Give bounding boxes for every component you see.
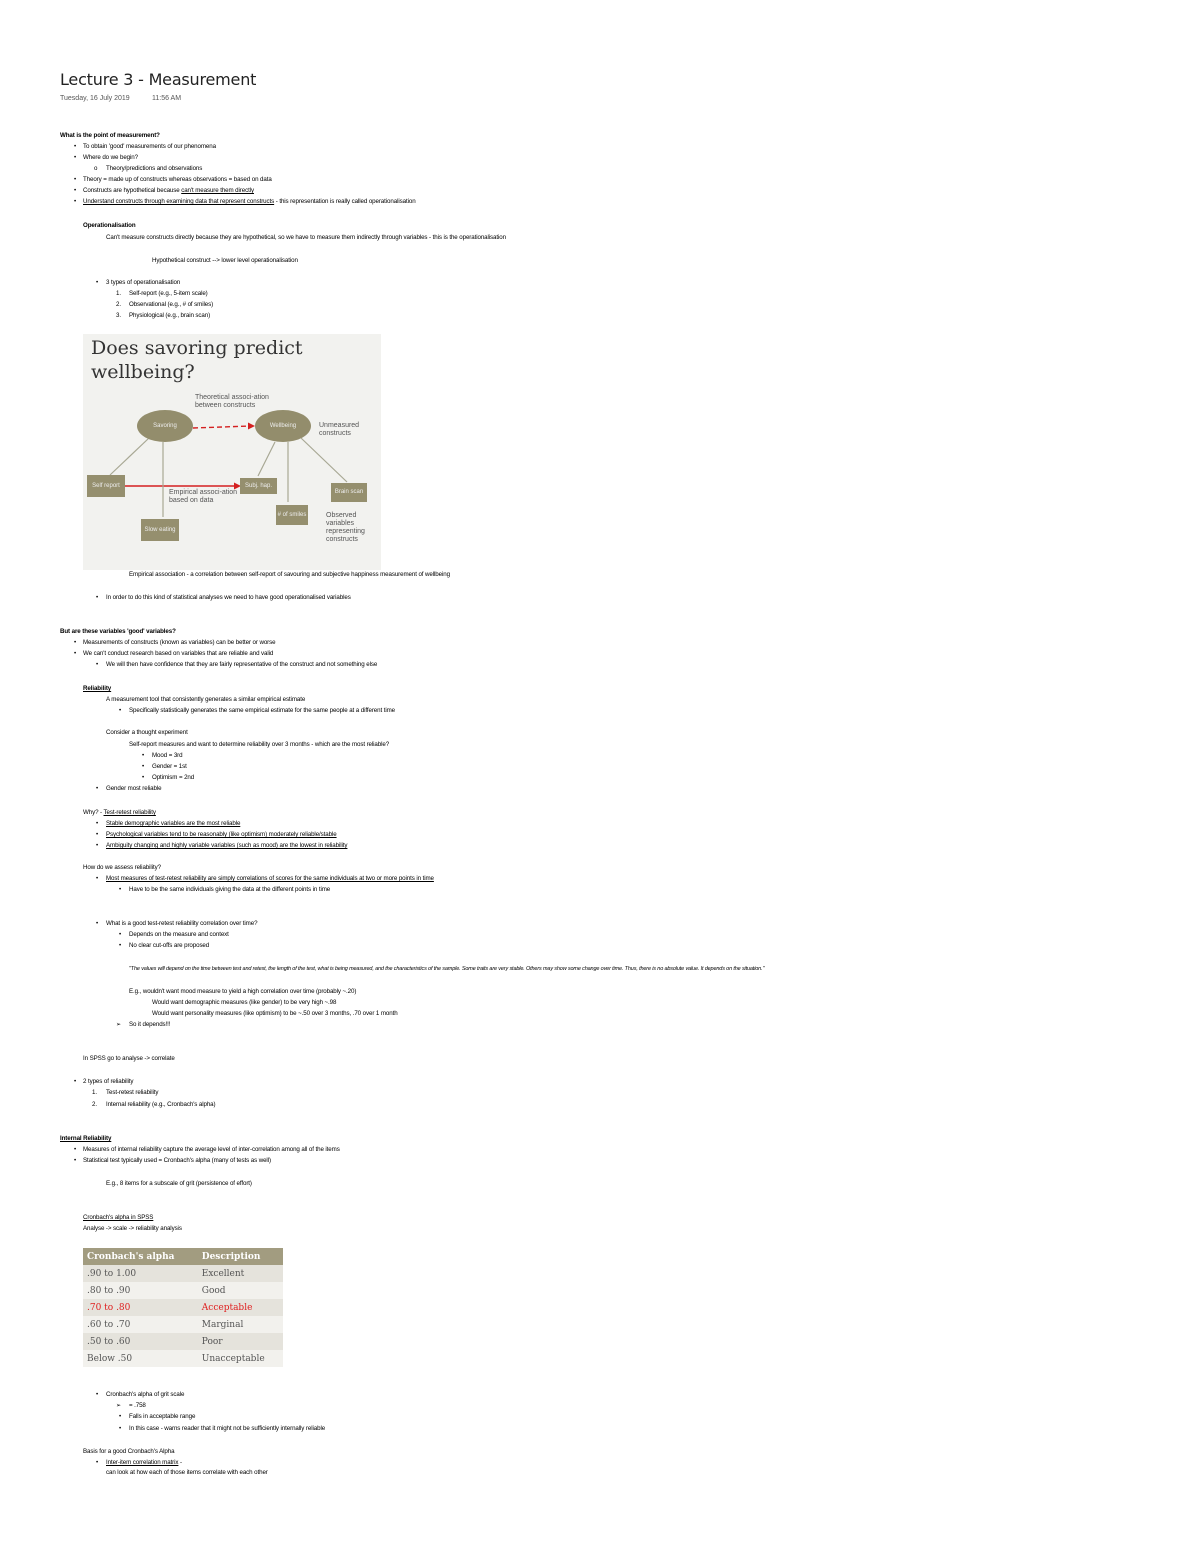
smiles-box: # of smiles (276, 505, 308, 525)
arrow-bullet-icon: ➢ (116, 1021, 122, 1028)
list-item: Ambiguity changing and highly variable variables (such as mood) are the lowest in reliability (106, 842, 348, 849)
connector (258, 442, 275, 476)
list-item: Inter-item correlation matrix - (106, 1459, 182, 1466)
table-header: Description (198, 1248, 283, 1265)
cronbach-alpha-table (83, 1248, 283, 1367)
arrow-bullet-icon: ➢ (116, 1402, 122, 1409)
bullet-icon: • (96, 279, 99, 286)
table-row (83, 1350, 283, 1367)
paragraph: Empirical association - a correlation between self-report of savouring and subjective happiness measurement of wellbeing (129, 571, 450, 578)
theoretical-arrow (193, 426, 251, 428)
savoring-node: Savoring (137, 410, 193, 442)
table-cell: Marginal (198, 1316, 283, 1333)
bullet-icon: • (142, 763, 145, 770)
connector (110, 438, 149, 475)
theoretical-label: Theoretical associ-ation between constructs (195, 394, 269, 409)
subheading: Why? - Test-retest reliability (83, 809, 156, 816)
bullet-icon: • (142, 752, 145, 759)
bullet-icon: • (74, 154, 77, 161)
bullet-icon: • (119, 1425, 122, 1432)
unmeasured-label: Unmeasured constructs (319, 422, 360, 437)
table-cell: Unacceptable (198, 1350, 283, 1367)
paragraph: Would want demographic measures (like gender) to be very high ~.98 (152, 999, 337, 1006)
slow-eating-box: Slow eating (141, 519, 179, 541)
bullet-icon: • (119, 931, 122, 938)
list-number: 3. (116, 312, 121, 319)
subheading: How do we assess reliability? (83, 864, 161, 871)
list-item: Mood = 3rd (152, 752, 183, 759)
list-item: Depends on the measure and context (129, 931, 229, 938)
subheading: Cronbach's alpha in SPSS (83, 1214, 154, 1221)
list-item: Specifically statistically generates the same empirical estimate for the same people at a different time (129, 707, 395, 714)
paragraph: Can't measure constructs directly because they are hypothetical, so we have to measure them indirectly through variables - this is the operationalisation (106, 234, 506, 241)
paragraph: Would want personality measures (like optimism) to be ~.50 over 3 months, .70 over 1 month (152, 1010, 398, 1017)
section-heading: Internal Reliability (60, 1135, 112, 1142)
list-item: Optimism = 2nd (152, 774, 195, 781)
list-item: Where do we begin? (83, 154, 138, 161)
bullet-icon: • (74, 1146, 77, 1153)
bullet-icon: • (96, 1459, 99, 1466)
list-item: 3 types of operationalisation (106, 279, 181, 286)
bullet-icon: • (74, 650, 77, 657)
table-header-row (83, 1248, 283, 1265)
bullet-icon: • (74, 1078, 77, 1085)
empirical-label: Empirical associ-ation based on data (169, 489, 238, 504)
list-item: Test-retest reliability (106, 1089, 159, 1096)
bullet-icon: • (74, 143, 77, 150)
list-item: We can't conduct research based on variables that are reliable and valid (83, 650, 274, 657)
list-item: We will then have confidence that they are fairly representative of the construct and not something else (106, 661, 378, 668)
section-heading: What is the point of measurement? (60, 132, 160, 139)
paragraph: A measurement tool that consistently generates a similar empirical estimate (106, 696, 306, 703)
paragraph: can look at how each of those items correlate with each other (106, 1469, 268, 1476)
table-cell: Excellent (198, 1265, 283, 1282)
list-item: Measurements of constructs (known as variables) can be better or worse (83, 639, 276, 646)
connector (301, 438, 347, 482)
bullet-icon: • (96, 1391, 99, 1398)
page-date: Tuesday, 16 July 2019 (60, 95, 130, 102)
table-row (83, 1282, 283, 1299)
bullet-icon: • (96, 785, 99, 792)
subj-hap-box: Subj. hap. (240, 478, 277, 494)
list-number: 2. (92, 1101, 97, 1108)
theoretical-arrowhead (248, 423, 255, 430)
list-item: 2 types of reliability (83, 1078, 134, 1085)
bullet-icon: • (96, 831, 99, 838)
bullet-icon: • (142, 774, 145, 781)
list-item: So it depends!!! (129, 1021, 171, 1028)
bullet-icon: • (96, 875, 99, 882)
bullet-icon: • (119, 707, 122, 714)
bullet-icon: • (119, 942, 122, 949)
list-item: To obtain 'good' measurements of our phenomena (83, 143, 216, 150)
table-cell: Below .50 (83, 1350, 198, 1367)
paragraph: E.g., 8 items for a subscale of grit (persistence of effort) (106, 1180, 252, 1187)
table-row (83, 1265, 283, 1282)
list-item: In order to do this kind of statistical analyses we need to have good operationalised variables (106, 594, 351, 601)
paragraph: Analyse -> scale -> reliability analysis (83, 1225, 182, 1232)
table-cell: Good (198, 1282, 283, 1299)
diagram-title: Does savoring predict wellbeing? (91, 337, 303, 383)
observed-label: Observed variables representing constructs (326, 512, 365, 543)
bullet-icon: • (96, 820, 99, 827)
bullet-icon: • (74, 1157, 77, 1164)
bullet-icon: • (74, 639, 77, 646)
list-item: Psychological variables tend to be reasonably (like optimism) moderately reliable/stable (106, 831, 337, 838)
section-heading: But are these variables 'good' variables? (60, 628, 176, 635)
table-header: Cronbach's alpha (83, 1248, 198, 1265)
table-cell: .60 to .70 (83, 1316, 198, 1333)
bullet-icon: • (96, 842, 99, 849)
list-item: Constructs are hypothetical because can't measure them directly (83, 187, 254, 194)
list-item: Gender = 1st (152, 763, 187, 770)
list-item: Gender most reliable (106, 785, 162, 792)
list-item: Most measures of test-retest reliability are simply correlations of scores for the same individuals at two or more points in time (106, 875, 434, 882)
list-item: What is a good test-retest reliability correlation over time? (106, 920, 258, 927)
paragraph: In SPSS go to analyse -> correlate (83, 1055, 175, 1062)
table-row (83, 1299, 283, 1316)
list-item: Falls in acceptable range (129, 1413, 196, 1420)
list-number: 1. (92, 1089, 97, 1096)
list-item: In this case - warns reader that it might not be sufficiently internally reliable (129, 1425, 326, 1432)
subheading: Basis for a good Cronbach's Alpha (83, 1448, 175, 1455)
list-item: Observational (e.g., # of smiles) (129, 301, 214, 308)
bullet-icon: • (74, 176, 77, 183)
table-cell: .70 to .80 (83, 1299, 198, 1316)
list-item: Have to be the same individuals giving the data at the different points in time (129, 886, 331, 893)
paragraph: Hypothetical construct --> lower level operationalisation (152, 257, 298, 264)
list-number: 1. (116, 290, 121, 297)
savoring-diagram (83, 334, 381, 570)
bullet-icon: • (74, 198, 77, 205)
bullet-icon: • (96, 594, 99, 601)
list-item: Self-report (e.g., 5-item scale) (129, 290, 208, 297)
list-item: Cronbach's alpha of grit scale (106, 1391, 185, 1398)
bullet-icon: • (74, 187, 77, 194)
bullet-icon: • (119, 1413, 122, 1420)
quote: "The values will depend on the time between test and retest, the length of the test, what is being measured, and the characteristics of the sample. Some traits are very stable. Others may show some change over time. Thus, there is no absolute value. It depends on the situation." (129, 966, 765, 972)
list-item: Measures of internal reliability capture the average level of inter-correlation among all of the items (83, 1146, 340, 1153)
table-cell: .90 to 1.00 (83, 1265, 198, 1282)
bullet-icon: • (96, 661, 99, 668)
paragraph: Consider a thought experiment (106, 729, 188, 736)
list-item: Theory = made up of constructs whereas observations = based on data (83, 176, 272, 183)
bullet-icon: • (119, 886, 122, 893)
table-cell: Acceptable (198, 1299, 283, 1316)
table-cell: Poor (198, 1333, 283, 1350)
list-item: Stable demographic variables are the most reliable (106, 820, 241, 827)
table-cell: .50 to .60 (83, 1333, 198, 1350)
bullet-icon: • (96, 920, 99, 927)
subheading: Reliability (83, 685, 112, 692)
list-item: No clear cut-offs are proposed (129, 942, 210, 949)
list-item: Physiological (e.g., brain scan) (129, 312, 211, 319)
paragraph: E.g., wouldn't want mood measure to yield a high correlation over time (probably ~.20) (129, 988, 357, 995)
table-row (83, 1333, 283, 1350)
brain-scan-box: Brain scan (331, 483, 367, 502)
self-report-box: Self report (87, 475, 125, 497)
list-item: Internal reliability (e.g., Cronbach's alpha) (106, 1101, 216, 1108)
list-item: Theory/predictions and observations (106, 165, 203, 172)
page-time: 11:56 AM (152, 95, 182, 102)
circle-bullet-icon: o (94, 165, 98, 172)
subheading: Operationalisation (83, 222, 136, 229)
table-row (83, 1316, 283, 1333)
page-title: Lecture 3 - Measurement (60, 70, 257, 89)
paragraph: Self-report measures and want to determine reliability over 3 months - which are the most reliable? (129, 741, 390, 748)
list-item: = .758 (129, 1402, 146, 1409)
wellbeing-node: Wellbeing (255, 410, 311, 442)
list-item: Statistical test typically used = Cronbach's alpha (many of tests as well) (83, 1157, 271, 1164)
table-cell: .80 to .90 (83, 1282, 198, 1299)
list-number: 2. (116, 301, 121, 308)
list-item: Understand constructs through examining data that represent constructs - this representation is really called operationalisation (83, 198, 416, 205)
